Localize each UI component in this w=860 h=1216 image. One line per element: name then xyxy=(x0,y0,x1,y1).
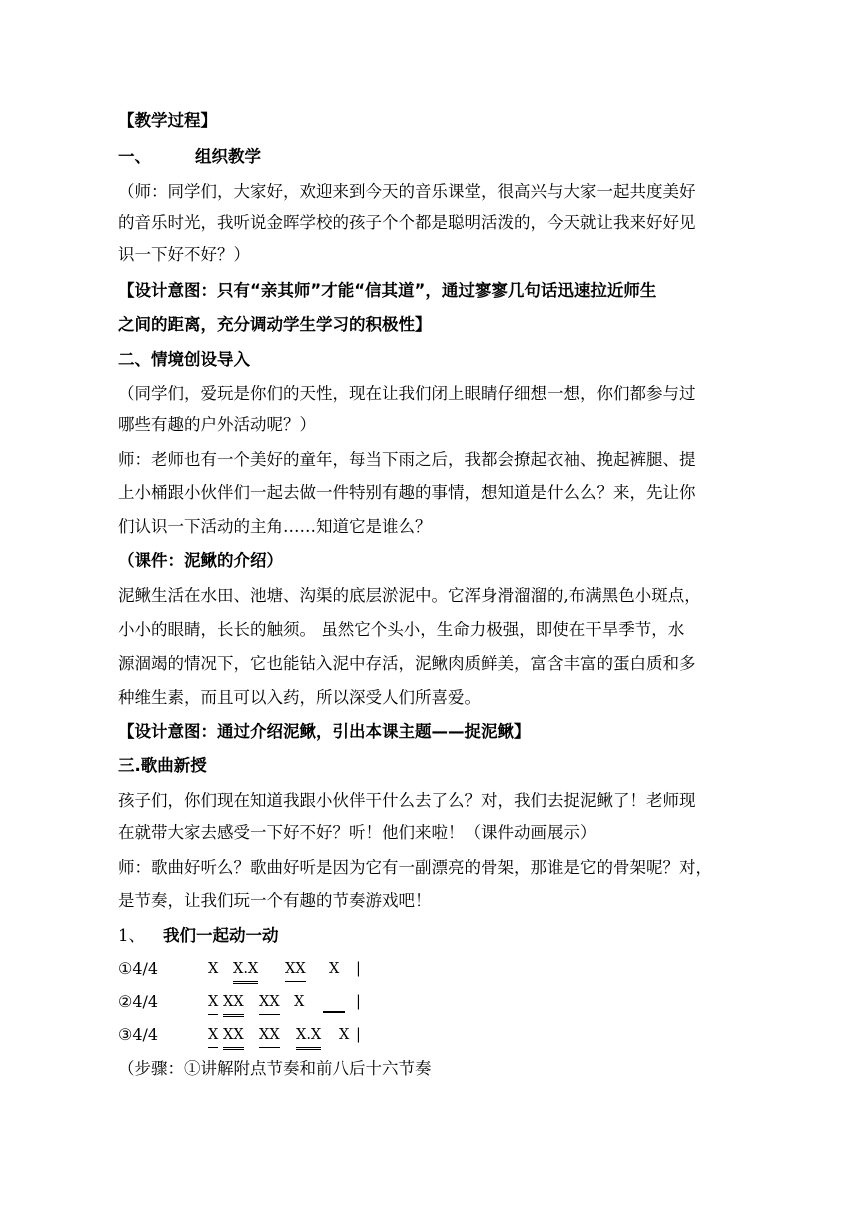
rhythm-note: X xyxy=(294,994,305,1010)
design-intent-line: 【设计意图：通过介绍泥鳅，引出本课主题——捉泥鳅】 xyxy=(118,722,531,741)
paragraph-line: 识一下好不好？） xyxy=(118,245,250,264)
paragraph-line: 小小的眼睛，长长的触须。 虽然它个头小，生命力极强，即使在干旱季节，水 xyxy=(118,620,685,639)
bar-line: | xyxy=(356,961,361,977)
item-number: 1、 xyxy=(118,926,145,945)
bar-line: | xyxy=(356,994,361,1010)
rhythm-note: X xyxy=(208,961,219,977)
rhythm-note: X xyxy=(208,991,218,1015)
tie-dash xyxy=(323,1001,345,1023)
design-intent-line: 之间的距离，充分调动学生学习的积极性】 xyxy=(118,315,432,334)
paragraph-line: （师：同学们，大家好，欢迎来到今天的音乐课堂，很高兴与大家一起共度美好 xyxy=(118,182,696,201)
rhythm-note-eighths: XX xyxy=(259,991,280,1015)
steps-line: （步骤：①讲解附点节奏和前八后十六节奏 xyxy=(118,1059,432,1078)
rhythm-row xyxy=(118,991,738,1017)
rhythm-note-sixteenths: XX xyxy=(223,991,244,1017)
heading-teaching-process: 【教学过程】 xyxy=(118,111,217,130)
rhythm-note-dotted: X.X xyxy=(233,958,258,984)
section-title: 组织教学 xyxy=(195,147,261,166)
item-heading xyxy=(118,925,738,947)
section-number: 一、 xyxy=(118,147,151,166)
paragraph-line: 源涸竭的情况下，它也能钻入泥中存活，泥鳅肉质鲜美，富含丰富的蛋白质和多 xyxy=(118,654,696,673)
rhythm-note-eighths: XX xyxy=(259,1024,280,1048)
design-intent-line: 【设计意图：只有“亲其师”才能“信其道”，通过寥寥几句话迅速拉近师生 xyxy=(118,281,657,300)
paragraph-line: （同学们，爱玩是你们的天性，现在让我们闭上眼睛仔细想一想，你们都参与过 xyxy=(118,384,696,403)
paragraph-line: 哪些有趣的户外活动呢？） xyxy=(118,415,316,434)
rhythm-note-dotted: X.X xyxy=(296,1024,321,1050)
paragraph-line: 师：老师也有一个美好的童年，每当下雨之后，我都会撩起衣袖、挽起裤腿、提 xyxy=(118,450,696,469)
rhythm-note: X xyxy=(329,961,340,977)
paragraph-line: 是节奏，让我们玩一个有趣的节奏游戏吧！ xyxy=(118,891,432,910)
paragraph-line: 孩子们，你们现在知道我跟小伙伴干什么去了么？对，我们去捉泥鳅了！老师现 xyxy=(118,791,696,810)
courseware-note: （课件：泥鳅的介绍） xyxy=(118,551,283,570)
paragraph-line: 们认识一下活动的主角……知道它是谁么？ xyxy=(118,517,432,536)
paragraph-line: 泥鳅生活在水田、池塘、沟渠的底层淤泥中。它浑身滑溜溜的,布满黑色小斑点， xyxy=(118,586,701,605)
rhythm-label: ③4/4 xyxy=(118,1025,159,1044)
paragraph-line: 上小桶跟小伙伴们一起去做一件特别有趣的事情，想知道是什么么？来，先让你 xyxy=(118,483,696,502)
item-title: 我们一起动一动 xyxy=(163,926,279,945)
paragraph-line: 在就带大家去感受一下好不好？听！他们来啦！（课件动画展示） xyxy=(118,823,597,842)
bar-line: | xyxy=(356,1027,361,1043)
rhythm-label: ①4/4 xyxy=(118,959,159,978)
rhythm-note: X xyxy=(208,1024,218,1048)
section-heading-new-song: 三.歌曲新授 xyxy=(118,756,207,775)
rhythm-note: X xyxy=(339,1027,350,1043)
paragraph-line: 的音乐时光，我听说金晖学校的孩子个个都是聪明活泼的，今天就让我来好好见 xyxy=(118,213,696,232)
paragraph-line: 种维生素，而且可以入药，所以深受人们所喜爱。 xyxy=(118,688,481,707)
rhythm-note-eighths: XX xyxy=(285,958,306,982)
paragraph-line: 师：歌曲好听么？歌曲好听是因为它有一副漂亮的骨架，那谁是它的骨架呢？对， xyxy=(118,858,712,877)
section-heading-scenario: 二、情境创设导入 xyxy=(118,350,250,369)
section-heading-organize xyxy=(118,146,738,168)
rhythm-note-sixteenths: XX xyxy=(223,1024,244,1050)
rhythm-row xyxy=(118,958,738,984)
rhythm-label: ②4/4 xyxy=(118,992,159,1011)
rhythm-row xyxy=(118,1024,738,1050)
